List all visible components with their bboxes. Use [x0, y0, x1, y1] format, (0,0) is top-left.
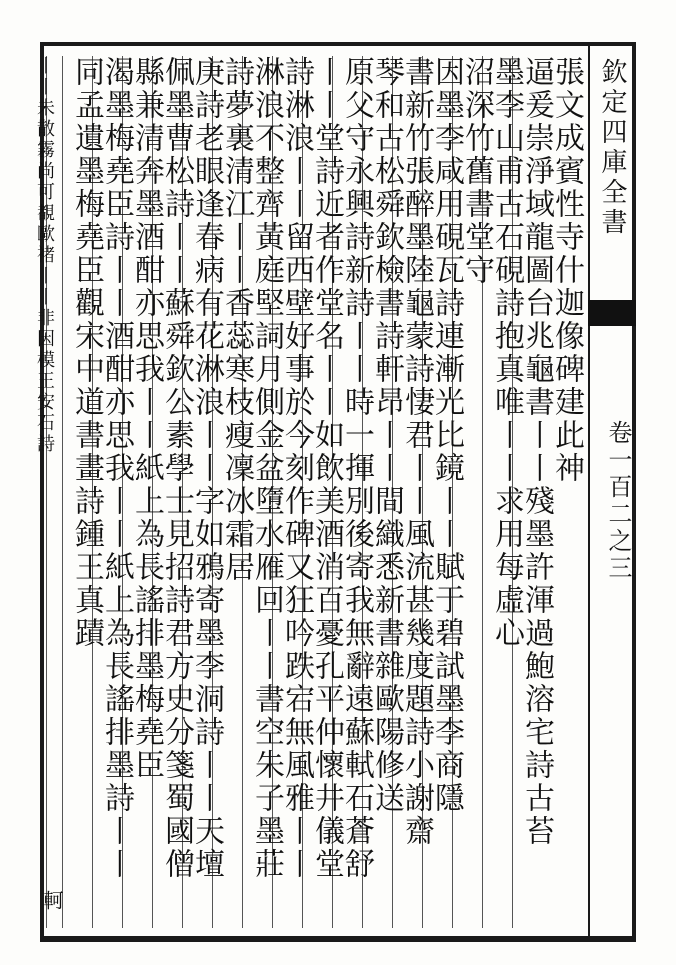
text-column: 淋浪不整齊黃庭堅詞月側金盆墮水雁回丨丨書空朱子墨莊: [242, 56, 288, 928]
text-column: 軻: [40, 890, 64, 913]
volume-label: 卷一百二之三: [604, 420, 632, 582]
text-column: 佩墨曹松詩丨丨蘇舜欽公素學士見招詩君方史分箋蜀國僧: [152, 56, 198, 928]
fishtail-mark: [588, 300, 636, 326]
text-column: 丨丨未散霧尚可覩歐褚丨丨非因模王安石詩: [46, 56, 66, 928]
book-title: 欽定四庫全書: [597, 58, 627, 238]
text-column: 逼爰崇淨域龍圖台兆龜書丨丨殘墨許渾過鮑溶宅詩古苔: [512, 56, 558, 928]
text-column: 因墨李咸用硯瓦詩連漸光比鏡丨丨賦于碧試墨李商隱: [422, 56, 468, 928]
text-column: 詩夢裏清江丨丨香蕊寒枝瘦凜冰霜居: [212, 56, 258, 928]
text-column: 詩淋浪丨丨留西壁好事於今刻作碑又狂吟跌宕無風雅丨丨: [272, 56, 318, 928]
text-column: 庚詩老眼逢春病有花淋浪丨丨字如鴉寄墨李洞詩丨丨天壇: [182, 56, 228, 928]
text-column: 縣兼清奔墨酒酣亦思我丨丨紙上為長謠排墨梅堯臣: [122, 56, 168, 928]
text-column: 墨李山甫古石硯詩抱真唯丨丨求用每虛心: [482, 56, 528, 928]
text-column: 同孟遺墨梅堯臣觀宋中道書畫詩鍾王真蹟: [62, 56, 108, 928]
text-column: 沼深竹舊書堂守: [452, 56, 498, 928]
text-column: 渴墨梅堯臣詩丨丨酒酣亦思我丨丨紙上為長謠排墨詩丨丨: [92, 56, 138, 928]
text-column: 丨丨堂詩近者作堂名丨丨如飲美酒消百憂孔平仲懷井儀堂: [302, 56, 348, 928]
bottom-border: [40, 936, 636, 942]
text-column: 書新竹張醉墨陸龜蒙詩悽君丨丨風流甚幾度題詩小謝齋: [392, 56, 438, 928]
text-column: 張文成賓性寺什迦像碑建此神: [549, 56, 584, 485]
text-column: 琴和古松舜欽檢書詩軒昂丨丨間織悉新書雜歐陽修送: [362, 56, 408, 928]
text-column: 原父守永興詩新詩丨丨時一揮別後寄我無辭遠蘇軾石蒼舒: [332, 56, 378, 928]
